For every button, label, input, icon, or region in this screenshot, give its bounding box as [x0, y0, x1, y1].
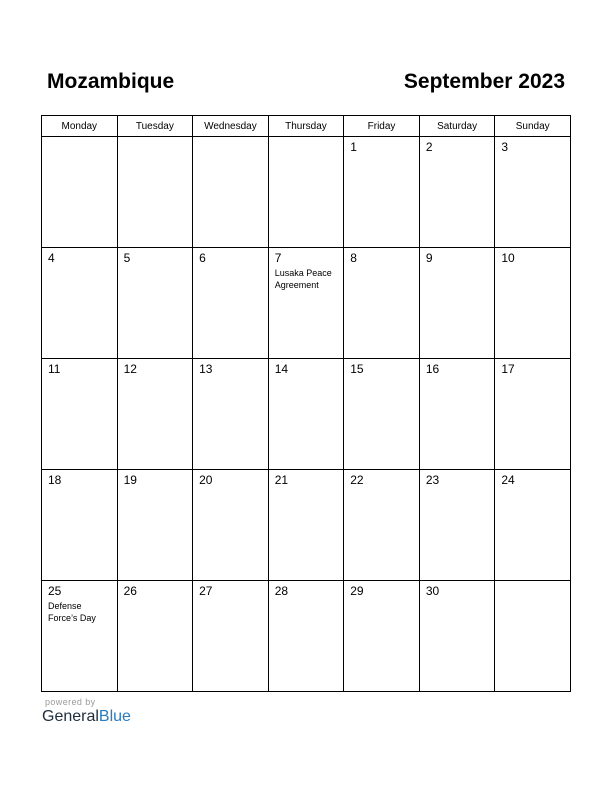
day-number: 26: [123, 584, 137, 598]
month-title: September 2023: [403, 70, 565, 93]
day-number: 21: [274, 473, 289, 487]
day-cell: [117, 470, 193, 581]
weekday-header: Thursday: [268, 116, 344, 137]
day-number: 16: [425, 362, 440, 376]
day-number: 14: [274, 362, 289, 376]
day-cell: [419, 137, 495, 248]
day-number: 13: [199, 362, 213, 376]
day-cell: [193, 248, 269, 359]
day-number: 25: [48, 584, 62, 598]
day-cell: [268, 137, 344, 248]
day-number: 22: [350, 473, 364, 487]
weekday-header: Sunday: [495, 116, 571, 137]
day-number: 10: [501, 251, 515, 265]
day-cell: [117, 581, 193, 692]
day-number: 2: [425, 140, 433, 154]
day-cell: [495, 248, 571, 359]
day-cell: [344, 470, 420, 581]
day-cell: [268, 581, 344, 692]
weekday-header: Wednesday: [193, 116, 269, 137]
day-number: 15: [350, 362, 364, 376]
day-number: 17: [501, 362, 515, 376]
day-number: [193, 137, 268, 141]
week-row: [42, 137, 571, 248]
generalblue-logo[interactable]: [42, 708, 131, 726]
day-number: 11: [48, 362, 61, 376]
day-cell: [419, 248, 495, 359]
weekday-header: Monday: [42, 116, 118, 137]
day-number: 8: [350, 251, 357, 265]
day-number: 4: [48, 251, 55, 265]
holiday-label: Lusaka Peace Agreement: [274, 268, 332, 290]
day-cell: [117, 359, 193, 470]
day-cell: [419, 470, 495, 581]
day-number: 5: [123, 251, 131, 265]
day-cell: [117, 137, 193, 248]
day-cell: [193, 137, 269, 248]
day-cell: [495, 137, 571, 248]
day-cell: [193, 470, 269, 581]
day-cell: [495, 359, 571, 470]
day-number: 1: [350, 140, 357, 154]
week-row: [42, 248, 571, 359]
brand-general-text: General: [42, 708, 99, 725]
day-number: 24: [501, 473, 515, 487]
weekday-header: Tuesday: [117, 116, 193, 137]
day-cell: [495, 581, 571, 692]
brand-blue-text: Blue: [98, 708, 131, 725]
day-cell: [193, 359, 269, 470]
day-cell: [344, 248, 420, 359]
weekday-header-row: [42, 116, 571, 137]
weekday-header: Friday: [344, 116, 420, 137]
holiday-label: Defense Force’s Day: [48, 601, 96, 623]
day-cell: [495, 470, 571, 581]
powered-by-label: powered by: [45, 697, 96, 707]
week-row: [42, 581, 571, 692]
day-number: 9: [425, 251, 433, 265]
day-number: 6: [199, 251, 206, 265]
weekday-header: Saturday: [419, 116, 495, 137]
country-title: Mozambique: [47, 70, 175, 93]
day-cell: [344, 137, 420, 248]
day-number: 29: [350, 584, 364, 598]
day-number: 27: [199, 584, 213, 598]
day-cell: [268, 248, 344, 359]
day-cell: [268, 470, 344, 581]
day-cell: [419, 359, 495, 470]
day-cell: [193, 581, 269, 692]
day-cell: [42, 581, 118, 692]
day-cell: [117, 248, 193, 359]
day-number: 19: [123, 473, 137, 487]
day-cell: [42, 470, 118, 581]
day-number: [118, 137, 193, 141]
day-number: 30: [425, 584, 440, 598]
day-cell: [344, 359, 420, 470]
week-row: [42, 359, 571, 470]
calendar-grid: [41, 115, 571, 692]
day-number: [42, 137, 117, 141]
day-cell: [344, 581, 420, 692]
week-row: [42, 470, 571, 581]
day-cell: [42, 137, 118, 248]
day-number: 12: [123, 362, 137, 376]
day-cell: [42, 359, 118, 470]
day-number: 7: [274, 251, 282, 265]
day-cell: [268, 359, 344, 470]
day-number: 23: [425, 473, 440, 487]
day-cell: [419, 581, 495, 692]
day-number: [495, 581, 570, 585]
day-number: 3: [501, 140, 509, 154]
day-number: 18: [48, 473, 62, 487]
day-number: 28: [274, 584, 289, 598]
day-number: 20: [199, 473, 213, 487]
day-number: [269, 137, 344, 141]
day-cell: [42, 248, 118, 359]
